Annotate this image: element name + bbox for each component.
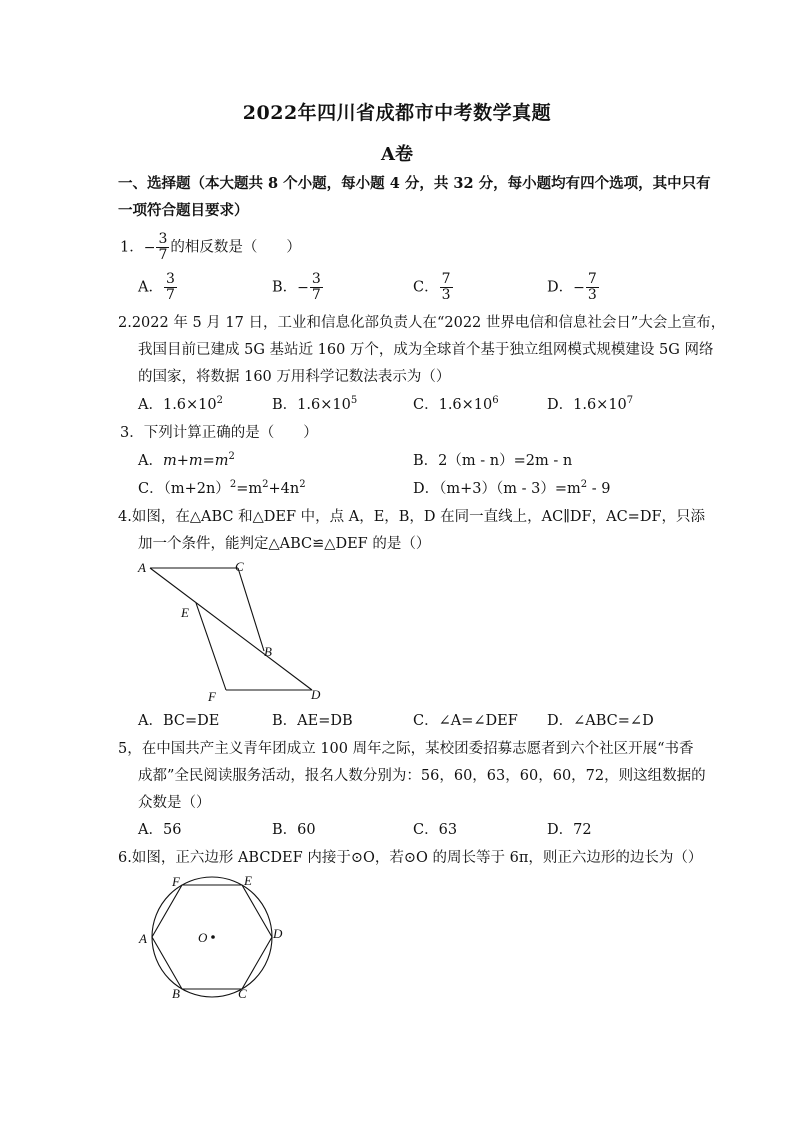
- question-5-option-d[interactable]: D．72: [547, 822, 592, 838]
- question-1-stem-text: 的相反数是（ ）: [170, 239, 301, 256]
- page-title: 2022年四川省成都市中考数学真题: [242, 102, 552, 124]
- section-heading-line2: 一项符合题目要求）: [118, 202, 249, 219]
- question-4-option-c[interactable]: C．∠A=∠DEF: [413, 713, 518, 729]
- point-label-e: E: [181, 605, 189, 620]
- question-1-option-d[interactable]: D．− $\frac{7}{3}$: [547, 271, 597, 303]
- center-point-o: [211, 935, 215, 939]
- hex-label-f: F: [172, 874, 180, 889]
- question-2-line3: 的国家，将数据 160 万用科学记数法表示为（）: [138, 369, 451, 385]
- point-label-f: F: [208, 689, 216, 704]
- segment-CB: [238, 568, 264, 651]
- question-2-option-d[interactable]: D．$1.6\times 10^7$: [547, 395, 634, 413]
- hex-label-b: B: [172, 986, 180, 1001]
- question-5-line3: 众数是（）: [138, 795, 211, 811]
- question-5-option-b[interactable]: B．60: [272, 822, 316, 838]
- section-subtitle: A卷: [381, 144, 413, 165]
- question-5-line1: 5，在中国共产主义青年团成立 100 周年之际，某校团委招募志愿者到六个社区开展“书香: [118, 741, 694, 757]
- question-3-option-a[interactable]: A．$m+m=m^2$: [138, 451, 235, 469]
- segment-AD: [150, 568, 312, 690]
- segment-EF: [196, 603, 226, 690]
- question-5-option-c[interactable]: C．63: [413, 822, 458, 838]
- point-label-c: C: [235, 559, 244, 574]
- question-4-line1: 4.如图，在△ABC 和△DEF 中，点 A，E，B，D 在同一直线上，AC∥DF，AC=DF，只添: [118, 509, 706, 525]
- question-1-option-c[interactable]: C． $\frac{7}{3}$: [413, 271, 451, 303]
- question-2-option-c[interactable]: C．$1.6\times 10^6$: [413, 395, 499, 413]
- question-3-option-d[interactable]: D．$(m+3)(m - 3)=m^2 - 9$: [413, 479, 611, 497]
- question-4-option-d[interactable]: D．∠ABC=∠D: [547, 713, 654, 729]
- question-1-option-b[interactable]: B．− $\frac{3}{7}$: [272, 271, 321, 303]
- hex-label-c: C: [238, 986, 247, 1001]
- point-label-b: B: [264, 644, 272, 659]
- question-3-option-b[interactable]: B．2（m - n）=2m - n: [413, 453, 573, 469]
- question-2-option-a[interactable]: A．$1.6\times 10^2$: [138, 395, 224, 413]
- question-2-line1: 2.2022 年 5 月 17 日，工业和信息化部负责人在“2022 世界电信和信息社会日”大会上宣布，: [118, 315, 726, 331]
- question-5-option-a[interactable]: A．56: [138, 822, 182, 838]
- question-1-number: 1．: [120, 239, 144, 256]
- question-4-line2: 加一个条件，能判定△ABC≌△DEF 的是（）: [138, 536, 431, 552]
- question-1-option-a[interactable]: A． $\frac{3}{7}$: [138, 271, 175, 303]
- question-3-option-c[interactable]: C．$(m+2n)^2=m^2+4n^2$: [138, 479, 306, 497]
- hex-label-e: E: [244, 873, 252, 888]
- question-4-option-b[interactable]: B．AE=DB: [272, 713, 353, 729]
- question-1-stem: 1．− $\frac{3}{7}$ 的相反数是（ ）: [120, 231, 301, 263]
- question-3-stem: 3．下列计算正确的是（ ）: [120, 425, 318, 441]
- question-1-fraction: $\frac{3}{7}$: [158, 231, 168, 263]
- section-heading-line1: 一、选择题（本大题共 8 个小题，每小题 4 分，共 32 分，每小题均有四个选项，其中只有: [118, 175, 711, 192]
- hex-label-a: A: [139, 931, 147, 946]
- point-label-a: A: [138, 560, 146, 575]
- question-2-line2: 我国目前已建成 5G 基站近 160 万个，成为全球首个基于独立组网模式规模建设 5G 网络: [138, 342, 714, 358]
- question-6-line1: 6.如图，正六边形 ABCDEF 内接于⊙O，若⊙O 的周长等于 6π，则正六边形的边长为（）: [118, 850, 703, 866]
- point-label-d: D: [311, 687, 321, 702]
- hex-label-d: D: [273, 926, 283, 941]
- question-4-option-a[interactable]: A．BC=DE: [138, 713, 220, 729]
- question-2-option-b[interactable]: B．$1.6\times 10^5$: [272, 395, 358, 413]
- hex-label-o: O: [198, 930, 208, 945]
- question-5-line2: 成都”全民阅读服务活动，报名人数分别为：56，60，63，60，60，72，则这组数据的: [138, 768, 706, 784]
